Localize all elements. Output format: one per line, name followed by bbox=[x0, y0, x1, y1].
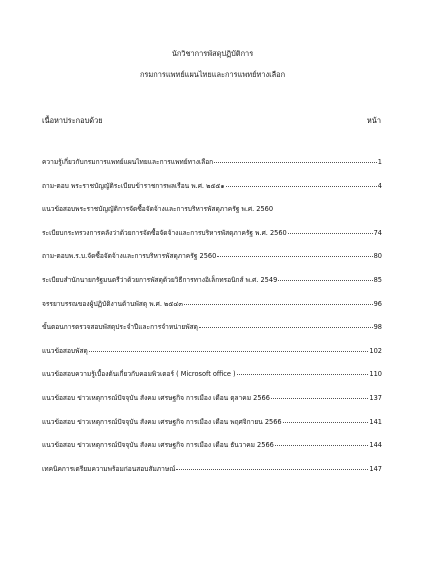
toc-entry[interactable] bbox=[42, 276, 382, 300]
toc-entry-page-number: 80 bbox=[373, 252, 382, 261]
toc-entry-page-number: 96 bbox=[373, 299, 382, 308]
toc-entry-title: แนวข้อสอบ ข่าวเหตุการณ์ปัจจุบัน สังคม เศรษฐกิจ การเมือง เดือน ตุลาคม 2566 bbox=[42, 393, 270, 402]
contents-heading: เนื้อหาประกอบด้วย bbox=[42, 116, 103, 125]
toc-entry-title: แนวข้อสอบพัสดุ bbox=[42, 346, 88, 355]
page-column-heading: หน้า bbox=[366, 116, 381, 125]
toc-entry-title: ถาม-ตอบ พระราชบัญญัติระเบียบข้าราชการพลเรือน พ.ศ. ๒๕๕๑ bbox=[42, 181, 225, 190]
toc-dot-leader bbox=[214, 162, 377, 163]
toc-dot-leader bbox=[271, 398, 368, 399]
toc-entry[interactable] bbox=[42, 252, 382, 276]
toc-entry-title: จรรยาบรรณของผู้ปฏิบัติงานด้านพัสดุ พ.ศ. ๒๕๔๓ bbox=[42, 299, 183, 308]
toc-entry-title: ขั้นตอนการตรวจสอบพัสดุประจำปีและการจำหน่ายพัสดุ bbox=[42, 323, 198, 332]
toc-entry[interactable] bbox=[42, 465, 382, 489]
toc-entry-title: ถาม-ตอบพ.ร.บ.จัดซื้อจัดจ้างและการบริหารพัสดุภาครัฐ 2560 bbox=[42, 252, 217, 261]
toc-entry-page-number: 1 bbox=[377, 158, 382, 166]
toc-entry[interactable] bbox=[42, 323, 382, 347]
toc-entry[interactable] bbox=[42, 394, 382, 418]
toc-entry-title: ระเบียบกระทรวงการคลังว่าด้วยการจัดซื้อจัดจ้างและการบริหารพัสดุภาครัฐ พ.ศ. 2560 bbox=[42, 228, 287, 237]
toc-entry[interactable] bbox=[42, 229, 382, 253]
toc-entry-title: แนวข้อสอบพระราชบัญญัติการจัดซื้อจัดจ้างและการบริหารพัสดุภาครัฐ พ.ศ. 2560 bbox=[42, 205, 274, 214]
toc-entry[interactable] bbox=[42, 158, 382, 182]
toc-entry[interactable] bbox=[42, 182, 382, 206]
toc-dot-leader bbox=[275, 445, 369, 446]
toc-entry-page-number: 137 bbox=[369, 393, 382, 402]
toc-entry-title: เทคนิคการเตรียมความพร้อมก่อนสอบสัมภาษณ์ bbox=[42, 464, 176, 473]
toc-dot-leader bbox=[226, 186, 377, 187]
toc-dot-leader bbox=[89, 351, 369, 352]
toc-dot-leader bbox=[288, 233, 373, 234]
document-subtitle: กรมการแพทย์แผนไทยและการแพทย์ทางเลือก bbox=[139, 70, 286, 79]
toc-entry-page-number: 147 bbox=[369, 464, 382, 473]
toc-dot-leader bbox=[184, 304, 373, 305]
toc-entry-page-number: 98 bbox=[373, 323, 382, 332]
toc-entry[interactable] bbox=[42, 347, 382, 371]
toc-entry[interactable] bbox=[42, 300, 382, 324]
toc-entry[interactable] bbox=[42, 418, 382, 442]
toc-entry-page-number: 144 bbox=[369, 441, 382, 450]
toc-entry-title: ความรู้เกี่ยวกับกรมการแพทย์แผนไทยและการแพทย์ทางเลือก bbox=[42, 158, 214, 166]
toc-header bbox=[42, 115, 381, 127]
toc-entry-page-number: 141 bbox=[369, 417, 382, 426]
toc-entry-page-number: 110 bbox=[369, 370, 382, 379]
document-title: นักวิชาการพัสดุปฏิบัติการ bbox=[171, 49, 254, 58]
toc-entry[interactable] bbox=[42, 205, 382, 229]
toc-entry[interactable] bbox=[42, 370, 382, 394]
toc-dot-leader bbox=[278, 280, 372, 281]
toc-entry[interactable] bbox=[42, 441, 382, 465]
toc-dot-leader bbox=[176, 469, 368, 470]
toc-entry-title: แนวข้อสอบ ข่าวเหตุการณ์ปัจจุบัน สังคม เศรษฐกิจ การเมือง เดือน ธันวาคม 2566 bbox=[42, 441, 274, 450]
toc-dot-leader bbox=[283, 422, 369, 423]
toc-entry-page-number: 74 bbox=[373, 228, 382, 237]
toc-dot-leader bbox=[217, 256, 372, 257]
toc-entry-title: แนวข้อสอบ ข่าวเหตุการณ์ปัจจุบัน สังคม เศรษฐกิจ การเมือง เดือน พฤศจิกายน 2566 bbox=[42, 417, 282, 426]
table-of-contents bbox=[42, 158, 382, 488]
toc-entry-page-number: 4 bbox=[377, 181, 382, 190]
toc-entry-page-number: 102 bbox=[369, 346, 382, 355]
toc-entry-title: ระเบียบสำนักนายกรัฐมนตรีว่าด้วยการพัสดุด้วยวิธีการทางอิเล็กทรอนิกส์ พ.ศ. 2549 bbox=[42, 275, 278, 284]
toc-dot-leader bbox=[199, 327, 373, 328]
toc-entry-page-number: 85 bbox=[373, 275, 382, 284]
toc-dot-leader bbox=[237, 374, 369, 375]
toc-entry-title: แนวข้อสอบความรู้เบื้องต้นเกี่ยวกับคอมพิวเตอร์ ( Microsoft office ) bbox=[42, 370, 236, 379]
